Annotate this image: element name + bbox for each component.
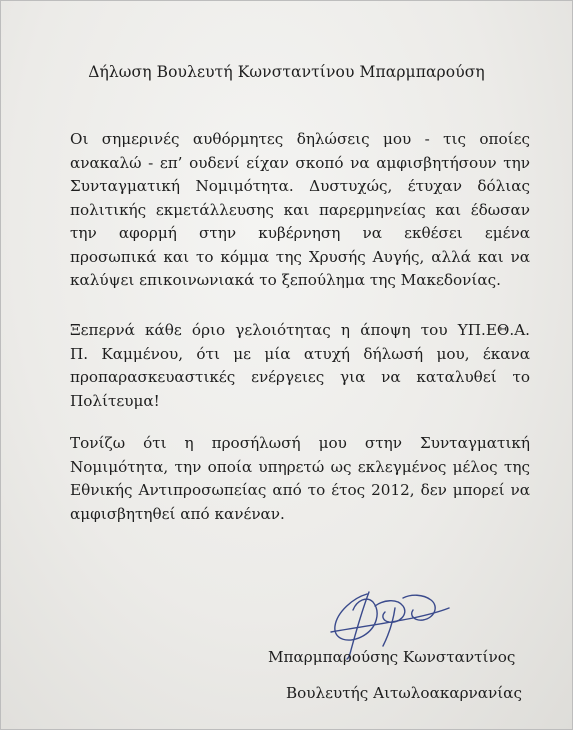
text-line: αμφισβητηθεί από κανέναν. — [70, 504, 285, 523]
text-line: καλύψει επικοινωνιακά το ξεπούλημα της Μακεδονίας. — [70, 271, 501, 289]
signature-stroke — [375, 601, 405, 623]
text-line: Οι σημερινές αυθόρμητες δηλώσεις μου - τις οποίες — [70, 130, 530, 148]
paragraph-1 — [70, 128, 530, 293]
signer-title: Βουλευτής Αιτωλοακαρνανίας — [286, 684, 522, 702]
text-line: προπαρασκευαστικές ενέργειες για να καταλυθεί το — [70, 368, 530, 386]
text-line: Συνταγματική Νομιμότητα. Δυστυχώς, έτυχαν δόλιας — [70, 177, 530, 195]
text-line: Π. Καμμένου, ότι με μία ατυχή δήλωσή μου, έκανα — [70, 344, 530, 363]
paragraph-2 — [70, 319, 530, 413]
paragraph-3 — [70, 432, 530, 526]
text-line: προσωπικά και το κόμμα της Χρυσής Αυγής, αλλά και να — [70, 247, 530, 266]
text-line: πολιτικής εκμετάλλευσης και παρερμηνείας και έδωσαν — [70, 200, 530, 219]
text-line: Πολίτευμα! — [70, 391, 160, 410]
text-line: ανακαλώ - επ’ ουδενί είχαν σκοπό να αμφισβητήσουν την — [70, 153, 530, 172]
text-line: Ξεπερνά κάθε όριο γελοιότητας η άποψη του ΥΠ.ΕΘ.Α. — [70, 321, 530, 339]
signature-stroke — [383, 608, 395, 646]
text-line: την αφορμή στην κυβέρνηση να εκθέσει εμένα — [70, 224, 530, 242]
text-line: Τονίζω ότι η προσήλωσή μου στην Συνταγματική — [70, 434, 530, 452]
text-line: Νομιμότητα, την οποία υπηρετώ ως εκλεγμένος μέλος της — [70, 457, 530, 476]
signer-name: Μπαρμπαρούσης Κωνσταντίνος — [268, 648, 516, 666]
document-title: Δήλωση Βουλευτή Κωνσταντίνου Μπαρμπαρούση — [88, 63, 485, 81]
text-line: Εθνικής Αντιπροσωπείας από το έτος 2012, δεν μπορεί να — [70, 481, 530, 499]
